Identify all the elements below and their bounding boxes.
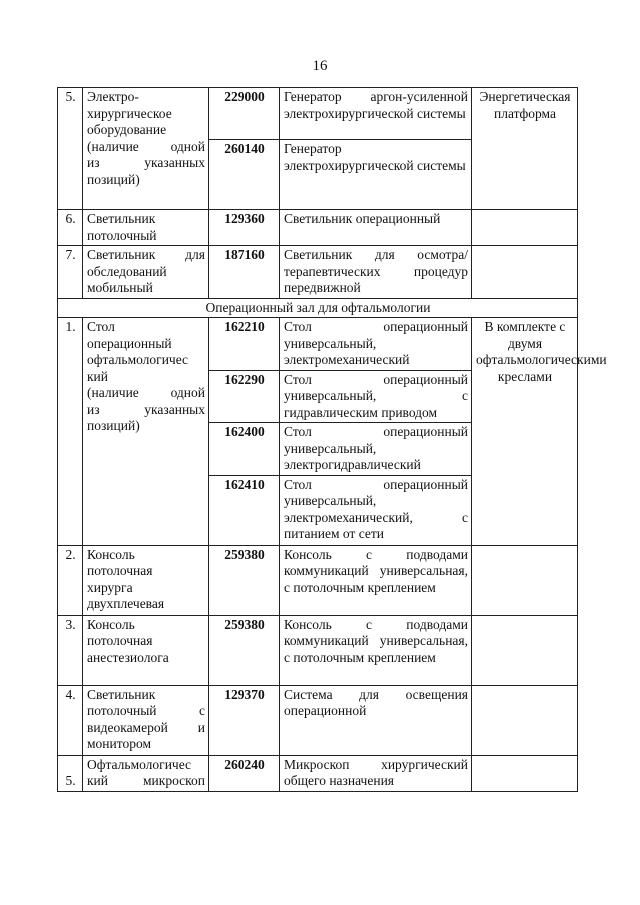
type-name: Стол операционный универсальный, электромеханический, с питанием от сети <box>280 475 472 545</box>
equipment-name-line: Стол <box>87 319 115 334</box>
type-name: Светильник для осмотра/терапевтических процедур передвижной <box>280 246 472 299</box>
equipment-name-line: обследований <box>87 263 167 279</box>
equipment-name-line: потолочный с <box>87 703 205 718</box>
table-row <box>58 545 578 615</box>
equipment-name-line: хирургическое <box>87 105 172 121</box>
equipment-name-line: Офтальмологичес <box>87 756 192 772</box>
item-number: 5. <box>58 88 83 210</box>
equipment-name-line: потолочная <box>87 563 153 578</box>
notes <box>472 615 578 685</box>
table-row <box>58 615 578 685</box>
type-code: 187160 <box>209 246 280 299</box>
equipment-name-line: из указанных <box>87 401 205 417</box>
section-title: Операционный зал для офтальмологии <box>58 298 578 318</box>
equipment-name-line: потолочная <box>87 633 153 648</box>
equipment-name-line: мобильный <box>87 280 153 295</box>
equipment-name-line: двухплечевая <box>87 596 165 611</box>
notes <box>472 210 578 246</box>
type-code: 229000 <box>209 88 280 140</box>
type-code: 260140 <box>209 140 280 210</box>
notes <box>472 246 578 299</box>
item-number: 6. <box>58 210 83 246</box>
type-name: Стол операционный универсальный, электрогидравлический <box>280 423 472 476</box>
table-row <box>58 318 578 371</box>
equipment-name-line: Светильник <box>87 211 156 226</box>
type-name: Стол операционный универсальный, электромеханический <box>280 318 472 371</box>
type-name: Система для освещения операционной <box>280 685 472 755</box>
notes <box>472 685 578 755</box>
equipment-name-line: Консоль <box>87 616 135 632</box>
table-row <box>58 685 578 755</box>
type-code: 259380 <box>209 545 280 615</box>
equipment-name-line: кий <box>87 368 109 384</box>
equipment-name <box>83 88 209 210</box>
type-name: Консоль с подводами коммуникаций универсальная, с потолочным креплением <box>280 615 472 685</box>
equipment-name-line: Светильник <box>87 686 156 702</box>
equipment-name-line: анестезиолога <box>87 649 169 665</box>
equipment-table <box>57 87 607 792</box>
type-name: Генератор электрохирургической системы <box>280 140 472 210</box>
equipment-name-line: кий микроскоп <box>87 773 205 788</box>
equipment-name-line: (наличие одной <box>87 138 205 154</box>
item-number: 1. <box>58 318 83 546</box>
equipment-name <box>83 685 209 755</box>
equipment-name-line: хирурга <box>87 579 133 595</box>
equipment-name-line: из указанных <box>87 155 205 170</box>
item-number: 3. <box>58 615 83 685</box>
type-code: 129360 <box>209 210 280 246</box>
section-header-row <box>58 298 578 318</box>
type-code: 259380 <box>209 615 280 685</box>
page-number: 16 <box>312 58 328 74</box>
type-name: Светильник операционный <box>280 210 472 246</box>
equipment-name-line: (наличие одной <box>87 385 205 400</box>
type-code: 162290 <box>209 370 280 423</box>
equipment-name-line: позиций) <box>87 418 140 433</box>
equipment-name-line: видеокамерой и <box>87 719 205 735</box>
equipment-name <box>83 210 209 246</box>
equipment-name-line: операционный <box>87 335 172 351</box>
table-row <box>58 88 578 140</box>
equipment-name <box>83 318 209 546</box>
type-code: 129370 <box>209 685 280 755</box>
notes: Энергетическая платформа <box>472 88 578 210</box>
type-code: 162400 <box>209 423 280 476</box>
equipment-name-line: офтальмологичес <box>87 352 189 367</box>
item-number: 2. <box>58 545 83 615</box>
equipment-name <box>83 545 209 615</box>
type-name: Генератор аргон-усиленной электрохирургической системы <box>280 88 472 140</box>
equipment-name <box>83 755 209 791</box>
equipment-name-line: монитором <box>87 736 151 751</box>
equipment-name <box>83 246 209 299</box>
item-number: 5. <box>58 755 83 791</box>
type-name: Консоль с подводами коммуникаций универсальная, с потолочным креплением <box>280 545 472 615</box>
equipment-name-line: позиций) <box>87 171 140 187</box>
equipment-name-line: Электро- <box>87 89 139 104</box>
item-number: 4. <box>58 685 83 755</box>
type-code: 260240 <box>209 755 280 791</box>
table-row <box>58 210 578 246</box>
equipment-name-line: Консоль <box>87 546 135 562</box>
type-name: Стол операционный универсальный, с гидравлическим приводом <box>280 370 472 423</box>
type-name: Микроскоп хирургический общего назначения <box>280 755 472 791</box>
equipment-name-line: потолочный <box>87 227 157 243</box>
notes <box>472 545 578 615</box>
table-row <box>58 755 578 791</box>
type-code: 162210 <box>209 318 280 371</box>
table-row <box>58 246 578 299</box>
equipment-name-line: оборудование <box>87 122 167 137</box>
type-code: 162410 <box>209 475 280 545</box>
notes: В комплекте с двумя офтальмологическими креслами <box>472 318 578 546</box>
equipment-name <box>83 615 209 685</box>
equipment-table-body <box>58 88 607 792</box>
notes <box>472 755 578 791</box>
equipment-name-line: Светильник для <box>87 247 205 262</box>
item-number: 7. <box>58 246 83 299</box>
